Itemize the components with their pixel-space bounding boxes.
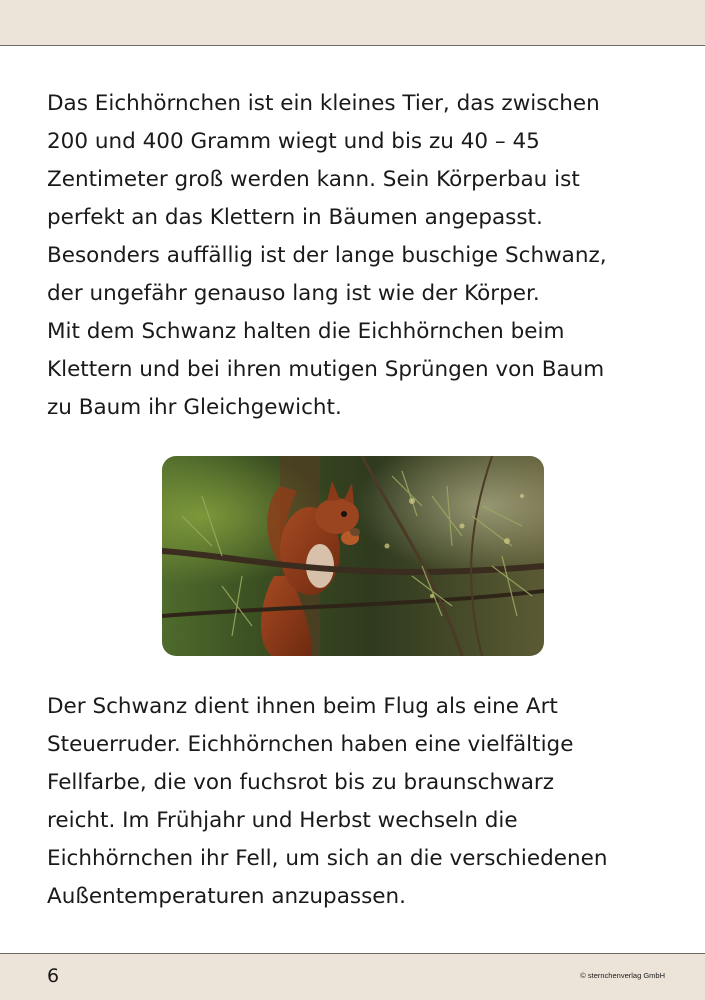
paragraph-1 [47, 85, 687, 427]
text-line: zu Baum ihr Gleichgewicht. [47, 395, 342, 420]
text-line: Der Schwanz dient ihnen beim Flug als eine Art [47, 694, 558, 719]
text-line: Mit dem Schwanz halten die Eichhörnchen beim [47, 319, 565, 344]
page-number: 6 [47, 965, 60, 987]
text-line: Zentimeter groß werden kann. Sein Körperbau ist [47, 167, 580, 192]
text-line: 200 und 400 Gramm wiegt und bis zu 40 – 45 [47, 129, 540, 154]
text-line: reicht. Im Frühjahr und Herbst wechseln die [47, 808, 518, 833]
text-line: Eichhörnchen ihr Fell, um sich an die verschiedenen [47, 846, 608, 871]
text-line: Das Eichhörnchen ist ein kleines Tier, das zwischen [47, 91, 600, 116]
text-line: Steuerruder. Eichhörnchen haben eine vielfältige [47, 732, 574, 757]
text-line: der ungefähr genauso lang ist wie der Körper. [47, 281, 540, 306]
text-line: Besonders auffällig ist der lange buschige Schwanz, [47, 243, 607, 268]
text-line: Klettern und bei ihren mutigen Sprüngen von Baum [47, 357, 605, 382]
copyright-notice: © sternchenverlag GmbH [580, 971, 665, 980]
paragraph-2 [47, 688, 687, 916]
header-band [0, 0, 705, 46]
squirrel-photo [162, 456, 544, 656]
text-line: Fellfarbe, die von fuchsrot bis zu braunschwarz [47, 770, 554, 795]
text-line: Außentemperaturen anzupassen. [47, 884, 406, 909]
text-line: perfekt an das Klettern in Bäumen angepasst. [47, 205, 543, 230]
